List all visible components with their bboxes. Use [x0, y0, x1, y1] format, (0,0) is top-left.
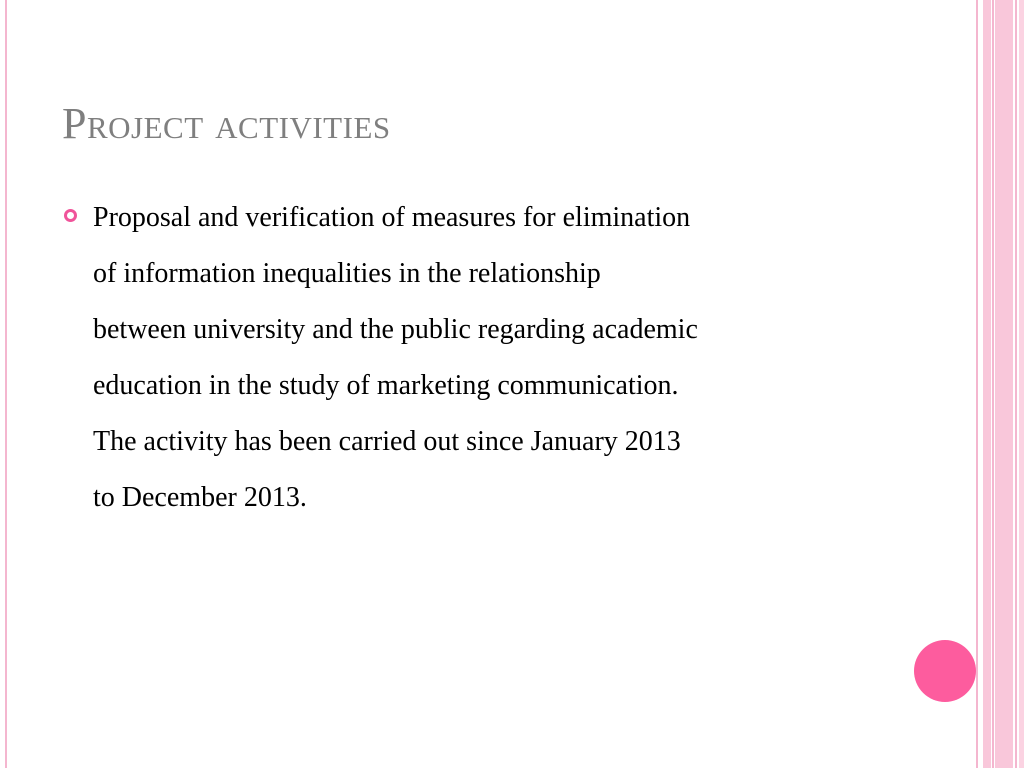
right-border-stripe	[1015, 0, 1017, 768]
right-border-stripe	[992, 0, 994, 768]
slide-content	[62, 190, 892, 526]
left-border-stripe	[5, 0, 7, 768]
bullet-text: Proposal and verification of measures for elimination of information inequalities in the relationship between university and the public regarding academic education in the study of marketing communication. The activity has been carried out since January 2013 to December 2013.	[93, 202, 698, 513]
right-border-stripe	[976, 0, 978, 768]
decorative-circle	[914, 640, 976, 702]
right-border-stripe	[995, 0, 1013, 768]
right-border-stripe	[1019, 0, 1024, 768]
right-border-stripe	[983, 0, 991, 768]
circle-bullet-icon	[64, 209, 77, 222]
slide-title: Project activities	[62, 99, 391, 148]
bullet-item	[62, 190, 892, 526]
